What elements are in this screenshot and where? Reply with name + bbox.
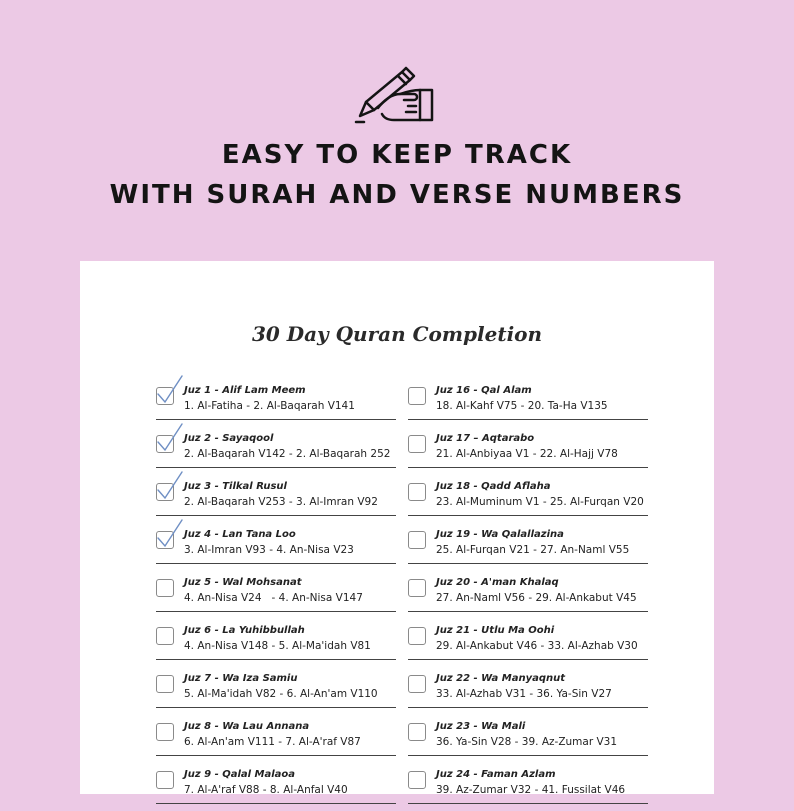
juz-checkbox[interactable] [408,483,426,501]
surah-verse-range: 21. Al-Anbiyaa V1 - 22. Al-Hajj V78 [436,448,618,460]
surah-verse-range: 18. Al-Kahf V75 - 20. Ta-Ha V135 [436,400,608,412]
juz-name: Juz 18 - Qadd Aflaha [436,481,551,492]
divider-line [408,707,648,708]
juz-name: Juz 24 - Faman Azlam [436,769,556,780]
juz-item [156,571,396,619]
juz-checkbox[interactable] [408,531,426,549]
surah-verse-range: 29. Al-Ankabut V46 - 33. Al-Azhab V30 [436,640,638,652]
juz-name: Juz 21 - Utlu Ma Oohi [436,625,555,636]
divider-line [408,611,648,612]
divider-line [156,563,396,564]
juz-item [156,523,396,571]
hand-writing-icon [354,66,440,124]
juz-checkbox[interactable] [408,579,426,597]
juz-item [408,427,648,475]
divider-line [156,419,396,420]
surah-verse-range: 2. Al-Baqarah V142 - 2. Al-Baqarah 252 [184,448,391,460]
check-mark-icon [155,422,185,456]
surah-verse-range: 4. An-Nisa V148 - 5. Al-Ma'idah V81 [184,640,371,652]
juz-item [156,427,396,475]
divider-line [156,803,396,804]
juz-item [156,619,396,667]
check-mark-icon [155,518,185,552]
surah-verse-range: 39. Az-Zumar V32 - 41. Fussilat V46 [436,784,626,796]
divider-line [408,755,648,756]
juz-checkbox[interactable] [156,531,174,549]
juz-checkbox[interactable] [156,579,174,597]
juz-item [408,619,648,667]
juz-item [156,715,396,763]
juz-name: Juz 8 - Wa Lau Annana [184,721,310,732]
juz-name: Juz 23 - Wa Mali [436,721,526,732]
juz-name: Juz 5 - Wal Mohsanat [184,577,302,588]
juz-name: Juz 4 - Lan Tana Loo [184,529,296,540]
juz-name: Juz 16 - Qal Alam [436,385,532,396]
divider-line [156,467,396,468]
divider-line [408,563,648,564]
juz-item [408,475,648,523]
juz-item [408,379,648,427]
juz-name: Juz 17 – Aqtarabo [436,433,535,444]
juz-item [408,667,648,715]
surah-verse-range: 23. Al-Muminum V1 - 25. Al-Furqan V20 [436,496,644,508]
headline-line-2: WITH SURAH AND VERSE NUMBERS [109,180,685,210]
surah-verse-range: 27. An-Naml V56 - 29. Al-Ankabut V45 [436,592,637,604]
juz-name: Juz 9 - Qalal Malaoa [184,769,296,780]
surah-verse-range: 33. Al-Azhab V31 - 36. Ya-Sin V27 [436,688,612,700]
right-column [408,379,648,811]
divider-line [408,803,648,804]
juz-name: Juz 22 - Wa Manyaqnut [436,673,566,684]
juz-name: Juz 7 - Wa Iza Samiu [184,673,298,684]
divider-line [156,659,396,660]
juz-checkbox[interactable] [408,387,426,405]
divider-line [156,611,396,612]
surah-verse-range: 25. Al-Furqan V21 - 27. An-Naml V55 [436,544,630,556]
surah-verse-range: 1. Al-Fatiha - 2. Al-Baqarah V141 [184,400,355,412]
juz-item [156,379,396,427]
juz-name: Juz 1 - Alif Lam Meem [184,385,306,396]
check-mark-icon [155,470,185,504]
juz-item [408,571,648,619]
surah-verse-range: 3. Al-Imran V93 - 4. An-Nisa V23 [184,544,354,556]
juz-checkbox[interactable] [156,723,174,741]
surah-verse-range: 4. An-Nisa V24 - 4. An-Nisa V147 [184,592,363,604]
juz-checkbox[interactable] [408,771,426,789]
surah-verse-range: 36. Ya-Sin V28 - 39. Az-Zumar V31 [436,736,618,748]
juz-checkbox[interactable] [408,675,426,693]
juz-checkbox[interactable] [408,435,426,453]
juz-checkbox[interactable] [156,627,174,645]
juz-item [156,475,396,523]
juz-name: Juz 19 - Wa Qalallazina [436,529,564,540]
tracker-sheet [80,261,714,794]
surah-verse-range: 5. Al-Ma'idah V82 - 6. Al-An'am V110 [184,688,378,700]
juz-item [408,715,648,763]
juz-name: Juz 6 - La Yuhibbullah [184,625,305,636]
juz-checkbox[interactable] [156,435,174,453]
surah-verse-range: 6. Al-An'am V111 - 7. Al-A'raf V87 [184,736,361,748]
divider-line [408,419,648,420]
headline-line-1: EASY TO KEEP TRACK [221,140,573,170]
check-mark-icon [155,374,185,408]
juz-name: Juz 20 - A'man Khalaq [436,577,559,588]
divider-line [156,755,396,756]
divider-line [156,515,396,516]
juz-item [408,763,648,811]
juz-checkbox[interactable] [408,627,426,645]
juz-item [156,763,396,811]
divider-line [408,515,648,516]
juz-checkbox[interactable] [408,723,426,741]
divider-line [156,707,396,708]
left-column [156,379,396,811]
surah-verse-range: 7. Al-A'raf V88 - 8. Al-Anfal V40 [184,784,348,796]
juz-item [156,667,396,715]
divider-line [408,659,648,660]
juz-name: Juz 3 - Tilkal Rusul [184,481,287,492]
juz-item [408,523,648,571]
juz-checkbox[interactable] [156,387,174,405]
sheet-title: 30 Day Quran Completion [251,322,543,346]
divider-line [408,467,648,468]
juz-checkbox[interactable] [156,771,174,789]
surah-verse-range: 2. Al-Baqarah V253 - 3. Al-Imran V92 [184,496,378,508]
juz-checkbox[interactable] [156,483,174,501]
juz-name: Juz 2 - Sayaqool [184,433,274,444]
juz-checkbox[interactable] [156,675,174,693]
